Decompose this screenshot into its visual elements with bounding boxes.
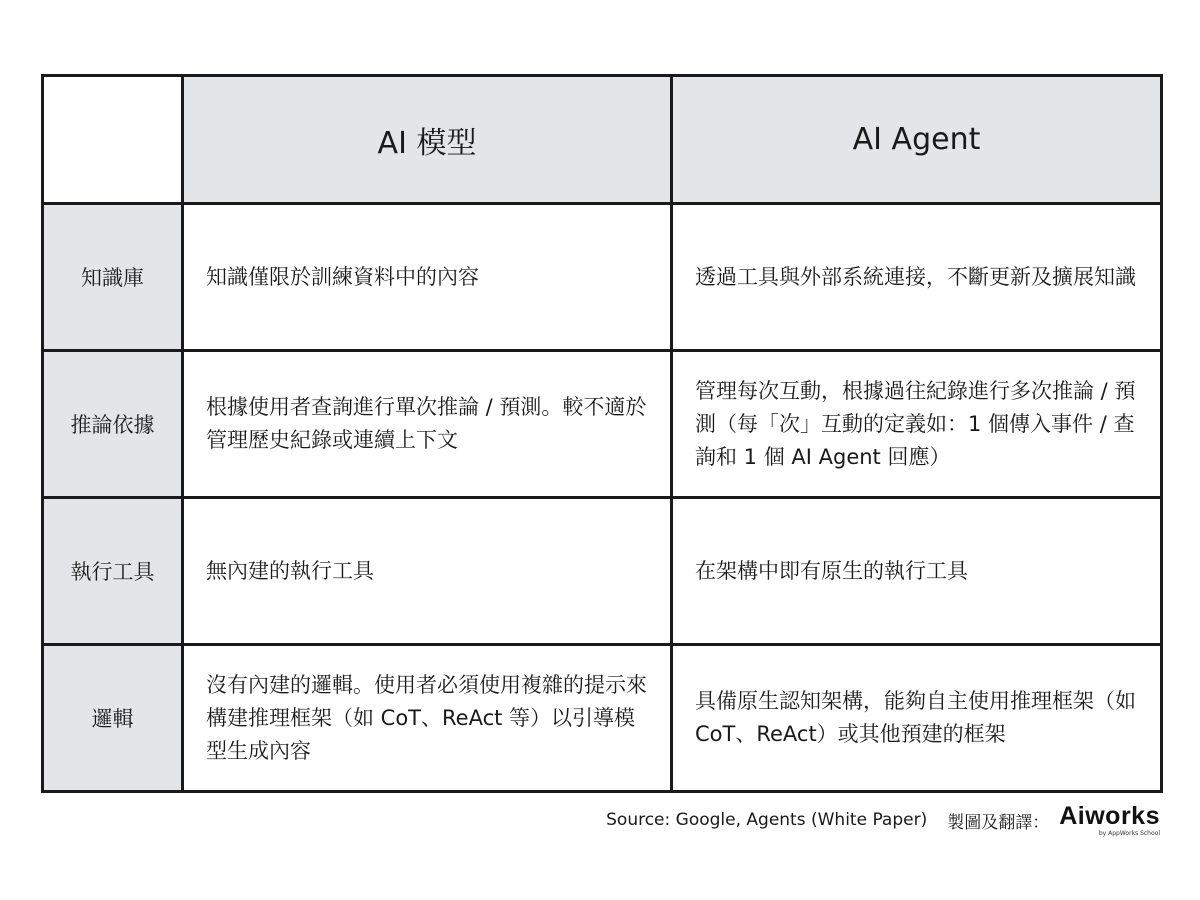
row-label-reasoning: 推論依據 [43,351,183,498]
header-ai-agent: AI Agent [672,76,1162,204]
model-cell-reasoning: 根據使用者查詢進行單次推論 / 預測。較不適於管理歷史紀錄或連續上下文 [183,351,672,498]
footer [606,800,1160,840]
model-cell-knowledge: 知識僅限於訓練資料中的內容 [183,204,672,351]
row-label-logic: 邏輯 [43,645,183,792]
row-label-tools: 執行工具 [43,498,183,645]
table-row [43,351,1162,498]
agent-cell-logic: 具備原生認知架構，能夠自主使用推理框架（如 CoT、ReAct）或其他預建的框架 [672,645,1162,792]
corner-cell [43,76,183,204]
aiworks-logo [1059,801,1160,837]
table-row [43,645,1162,792]
source-citation: Source: Google, Agents (White Paper) [606,810,928,830]
credit-label: 製圖及翻譯： [947,812,1050,833]
comparison-table [41,74,1163,793]
agent-cell-tools: 在架構中即有原生的執行工具 [672,498,1162,645]
row-label-knowledge: 知識庫 [43,204,183,351]
brand-subtitle: by AppWorks School [1098,829,1160,837]
model-cell-logic: 沒有內建的邏輯。使用者必須使用複雜的提示來構建推理框架（如 CoT、ReAct 等）以引導模型生成內容 [183,645,672,792]
agent-cell-reasoning: 管理每次互動，根據過往紀錄進行多次推論 / 預測（每「次」互動的定義如：1 個傳入事件 / 查詢和 1 個 AI Agent 回應） [672,351,1162,498]
table-row [43,498,1162,645]
agent-cell-knowledge: 透過工具與外部系統連接，不斷更新及擴展知識 [672,204,1162,351]
table-row [43,204,1162,351]
header-row [43,76,1162,204]
brand-name: Aiworks [1059,801,1160,830]
model-cell-tools: 無內建的執行工具 [183,498,672,645]
header-ai-model: AI 模型 [183,76,672,204]
